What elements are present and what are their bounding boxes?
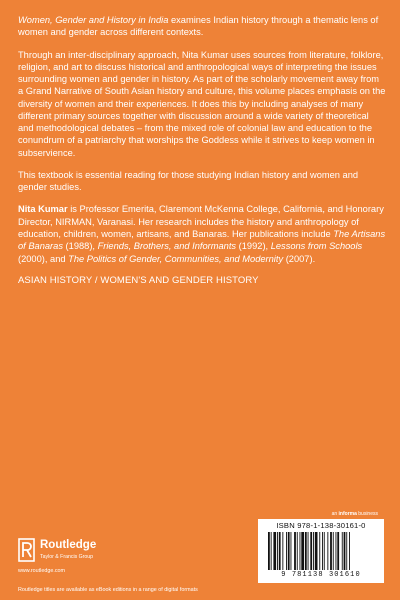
author-bio-text: is Professor Emerita, Claremont McKenna College, California, and Honorary Director, NIRMAN, Varanasi. Her research includes the history and anthropology of education, children, women, artisans, and Banaras. Her publications include: [18, 204, 384, 239]
barcode-bar: [308, 532, 309, 570]
back-cover-text: [18, 14, 386, 297]
isbn-number: ISBN 978-1-138-30161-0: [276, 521, 366, 530]
publisher-name: Routledge: [40, 539, 97, 551]
barcode-bar: [315, 532, 318, 570]
informa-suffix: business: [356, 511, 378, 517]
barcode-bar: [322, 532, 323, 570]
barcode-bar: [300, 532, 301, 570]
barcode-bar: [277, 532, 278, 570]
publisher-tagline: Taylor & Francis Group: [40, 554, 94, 560]
barcode-bar: [336, 532, 337, 570]
routledge-logo: [18, 537, 138, 571]
barcode-bar: [327, 532, 328, 570]
barcode-bar: [288, 532, 290, 570]
publication-year: (1992),: [236, 241, 271, 252]
description-paragraph: Through an inter-disciplinary approach, Nita Kumar uses sources from literature, folklore, religion, and art to discuss historical and anthropological ways of interpreting the issues surrounding women and gender in history. As part of the scholarly movement away from a Grand Narrative of South Asian history and culture, this volume places emphasis on the diversity of women and their experiences. It does this by including analyses of many different primary sources together with discussion around a wide variety of theoretical and methodological debates – from the mixed role of colonial law and education to the conundrum of a patriarchy that worships the Goddess while it strives to keep women in subservience.: [18, 49, 386, 158]
routledge-logo-icon: [18, 538, 36, 562]
author-name: Nita Kumar: [18, 204, 68, 215]
barcode-bar: [279, 532, 281, 570]
intro-text: examines Indian history through a thematic lens of women and gender across different contexts.: [18, 15, 379, 38]
barcode-bar: [344, 532, 346, 570]
barcode-bar: [282, 532, 283, 570]
ebook-note: Routledge titles are available as eBook editions in a range of digital formats: [18, 587, 198, 593]
barcode-bar: [337, 532, 339, 570]
intro-paragraph: [18, 14, 386, 39]
subject-category: ASIAN HISTORY / WOMEN'S AND GENDER HISTORY: [18, 274, 259, 286]
barcode-bar: [342, 532, 343, 570]
informa-prefix: an: [331, 511, 339, 517]
isbn-barcode: [258, 519, 384, 583]
publisher-website[interactable]: www.routledge.com: [18, 568, 66, 574]
barcode-bar: [271, 532, 272, 570]
publication-title: The Artisans of Banaras: [18, 228, 386, 252]
informa-brand: informa: [338, 511, 357, 517]
barcode-bar: [294, 532, 296, 570]
barcode-bar: [324, 532, 325, 570]
audience-paragraph: This textbook is essential reading for those studying Indian history and women and gender studies.: [18, 169, 359, 193]
publication-title: Lessons from Schools: [270, 241, 363, 252]
publication-title: The Politics of Gender, Communities, and Modernity: [68, 253, 284, 264]
barcode-bar: [319, 532, 320, 570]
barcode-bar: [333, 532, 334, 570]
barcode-bar: [346, 532, 347, 570]
barcode-bar: [273, 532, 276, 570]
publication-year: (1988),: [62, 241, 98, 252]
publication-year: (2007).: [283, 253, 316, 264]
barcode-bar: [286, 532, 287, 570]
barcode-bar: [297, 532, 298, 570]
publication-year: (2000), and: [18, 253, 69, 264]
author-bio: [18, 203, 386, 264]
informa-business-label: [332, 511, 378, 517]
barcode-digits: 9 781138 301610: [281, 571, 361, 579]
barcode-icon: [268, 532, 374, 570]
publication-title: Friends, Brothers, and Informants: [97, 241, 237, 252]
barcode-bar: [301, 532, 304, 570]
barcode-bar: [268, 532, 270, 570]
barcode-bar: [313, 532, 314, 570]
barcode-bar: [330, 532, 332, 570]
barcode-bar: [349, 532, 350, 570]
barcode-bar: [291, 532, 292, 570]
barcode-bar: [305, 532, 307, 570]
barcode-bar: [310, 532, 312, 570]
book-title: Women, Gender and History in India: [18, 15, 169, 25]
